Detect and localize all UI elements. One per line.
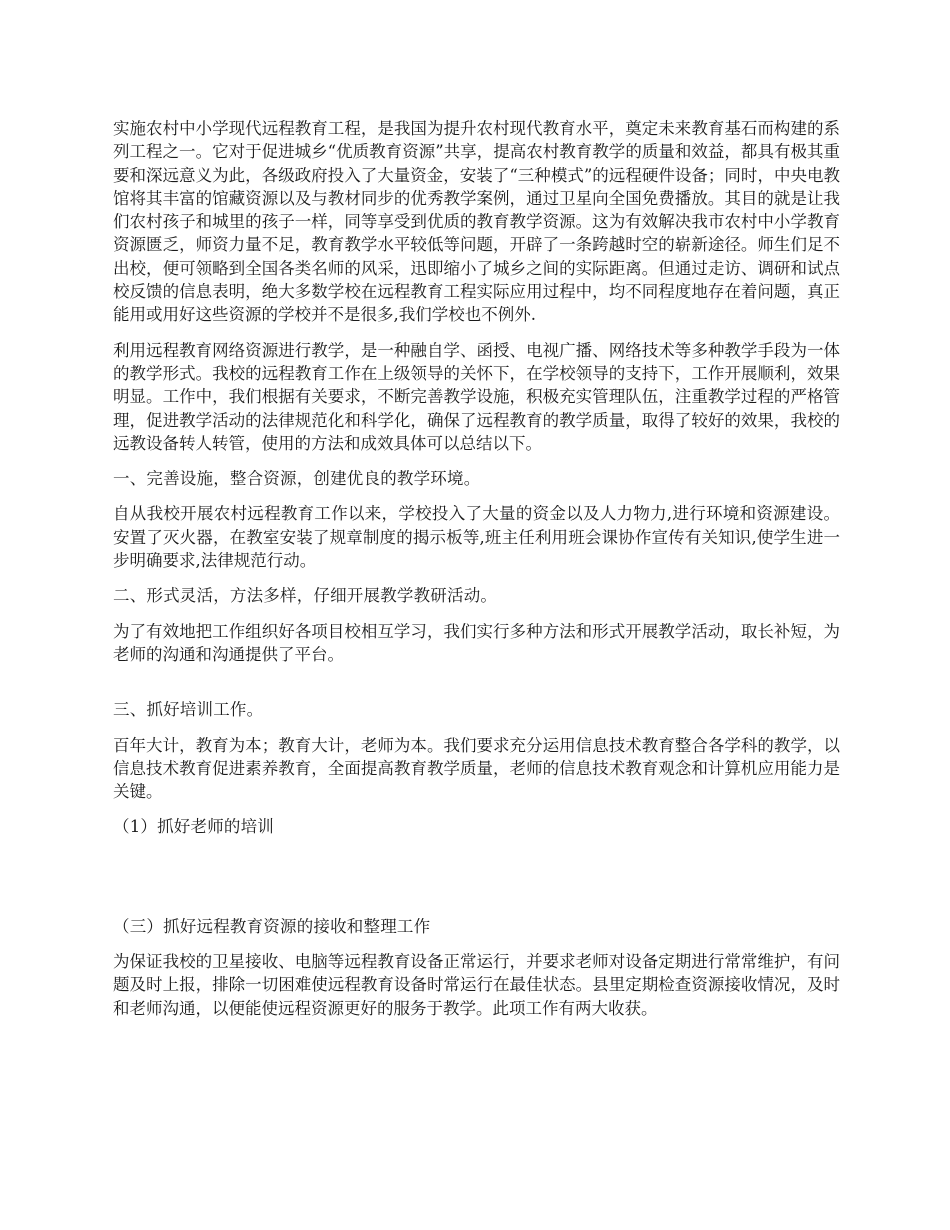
section-heading-training: 三、抓好培训工作。 [113,700,264,720]
resource-receiving-paragraph: 为保证我校的卫星接收、电脑等远程教育设备正常运行，并要求老师对设备定期进行常常维护，有问题及时上报，排除一切困难使远程教育设备时常运行在最佳状态。县里定期检查资源接收情况，及时和老师沟通，以便能使远程资源更好的服务于教学。此项工作有两大收获。 [113,952,840,1018]
document-body [113,117,840,1032]
facilities-paragraph: 自从我校开展农村远程教育工作以来，学校投入了大量的资金以及人力物力,进行环境和资源建设。安置了灭火器，在教室安装了规章制度的揭示板等,班主任利用班会课协作宣传有关知识,使学生进一步明确要求,法律规范行动。 [113,504,840,571]
activities-paragraph: 为了有效地把工作组织好各项目校相互学习，我们实行多种方法和形式开展教学活动，取长补短，为老师的沟通和沟通提供了平台。 [113,621,840,664]
intro-paragraph: 实施农村中小学现代远程教育工程，是我国为提升农村现代教育水平，奠定未来教育基石而构建的系列工程之一。它对于促进城乡“优质教育资源”共享，提高农村教育教学的质量和效益，都具有极其重要和深远意义为此，各级政府投入了大量资金，安装了“三种模式”的远程硬件设备；同时，中央电教馆将其丰富的馆藏资源以及与教材同步的优秀教学案例，通过卫星向全国免费播放。其目的就是让我们农村孩子和城里的孩子一样，同等享受到优质的教育教学资源。这为有效解决我市农村中小学教育资源匮乏，师资力量不足，教育教学水平较低等问题，开辟了一条跨越时空的崭新途径。师生们足不出校，便可领略到全国各类名师的风采，迅即缩小了城乡之间的实际距离。但通过走访、调研和试点校反馈的信息表明，绝大多数学校在远程教育工程实际应用过程中，均不同程度地存在着问题，真正能用或用好这些资源的学校并不是很多,我们学校也不例外. [113,119,840,325]
overview-paragraph: 利用远程教育网络资源进行教学，是一种融自学、函授、电视广播、网络技术等多种教学手段为一体的教学形式。我校的远程教育工作在上级领导的关怀下，在学校领导的支持下，工作开展顺利，效果明显。工作中，我们根据有关要求，不断完善教学设施，积极充实管理队伍，注重教学过程的严格管理，促进教学活动的法律规范化和科学化，确保了远程教育的教学质量，取得了较好的效果，我校的远教设备转人转管，使用的方法和成效具体可以总结以下。 [113,340,840,453]
section-heading-facilities: 一、完善设施，整合资源，创建优良的教学环境。 [113,469,481,489]
blank-space [113,851,840,915]
training-paragraph: 百年大计，教育为本；教育大计，老师为本。我们要求充分运用信息技术教育整合各学科的教学，以信息技术教育促进素养教育，全面提高教育教学质量，老师的信息技术教育观念和计算机应用能力是关键。 [113,735,840,802]
subheading-teacher-training: （1）抓好老师的培训 [113,817,274,837]
subheading-resource-receiving: （三）抓好远程教育资源的接收和整理工作 [113,916,431,936]
section-heading-activities: 二、形式灵活，方法多样，仔细开展教学教研活动。 [113,586,498,606]
blank-space [113,678,840,698]
